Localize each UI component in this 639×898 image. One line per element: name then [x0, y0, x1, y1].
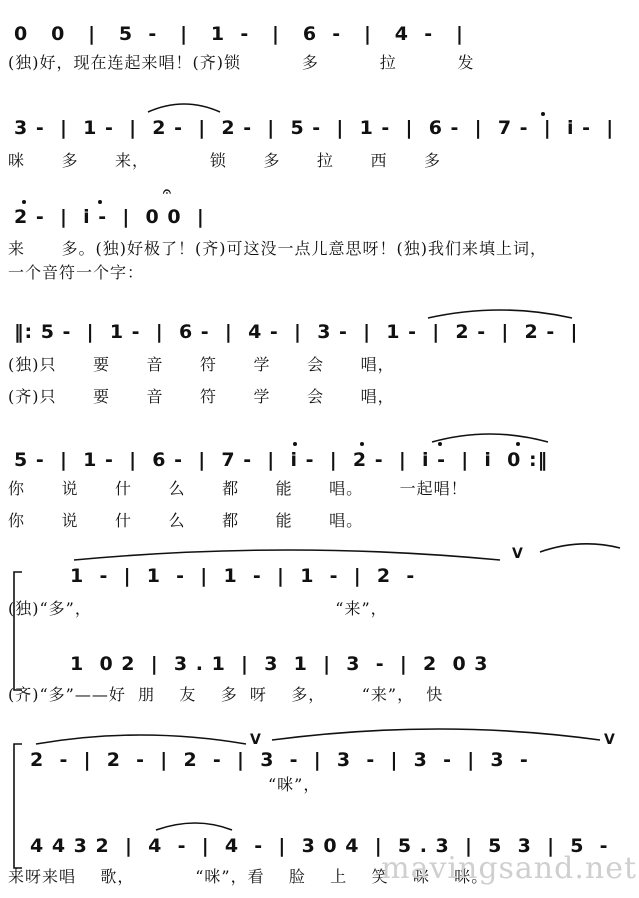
- notation-line-2: 3 - | 1 - | 2 - | 2 - | 5 - | 1 - | 6 - | 7 - | i - |: [14, 117, 615, 139]
- notation-line-1: 0 0 | 5 - | 1 - | 6 - | 4 - |: [14, 23, 464, 45]
- tie-line-6-upper: [74, 550, 500, 560]
- lyric-line-5b: 你 说 什 么 都 能 唱。: [8, 511, 364, 530]
- fermata-mark: 𝄐: [163, 184, 171, 200]
- lyric-line-4-all: (齐)只 要 音 符 学 会 唱，: [8, 387, 395, 406]
- lyric-line-4-solo: (独)只 要 音 符 学 会 唱，: [8, 355, 395, 374]
- lyric-line-6-lower: (齐)“多”——好 朋 友 多 呀 多， “来”， 快: [8, 685, 444, 704]
- lyric-line-2: 咪 多 来， 锁 多 拉 西 多: [8, 151, 441, 170]
- bracket-system-7: [14, 744, 22, 868]
- notation-line-7-lower: 4 4 3 2 | 4 - | 4 - | 3 0 4 | 5 . 3 | 5 3 | 5 -: [30, 835, 609, 857]
- lyric-line-3b: 一个音符一个字：: [8, 263, 145, 282]
- lyric-line-5a: 你 说 什 么 都 能 唱。 一起唱！: [8, 479, 468, 498]
- notation-line-6-upper: 1 - | 1 - | 1 - | 1 - | 2 -: [70, 565, 416, 587]
- lyric-line-3a: 来 多。(独)好极了！(齐)可这没一点儿意思呀！(独)我们来填上词，: [8, 239, 547, 258]
- notation-line-7-upper: 2 - | 2 - | 2 - | 3 - | 3 - | 3 - | 3 -: [30, 749, 529, 771]
- notation-line-4: ‖: 5 - | 1 - | 6 - | 4 - | 3 - | 1 - | 2 - | 2 - |: [14, 321, 579, 343]
- notation-line-6-lower: 1 0 2 | 3 . 1 | 3 1 | 3 - | 2 0 3: [70, 653, 489, 675]
- breath-mark-2: V: [250, 732, 261, 748]
- tie-line-7-upper-b: [272, 729, 600, 740]
- tie-line-7-lower: [156, 823, 232, 830]
- lyric-line-7-lower: 来呀来唱 歌， “咪”，看 脸 上 笑 咪 咪。: [8, 867, 489, 886]
- watermark: mavingsand.net: [381, 851, 637, 886]
- lyric-line-6-upper: (独)“多”， “来”，: [8, 599, 388, 618]
- slur-line-5: [432, 434, 548, 442]
- notation-line-3: 2 - | i - | 0 0 |: [14, 206, 205, 228]
- lyric-line-1: (独)好，现在连起来唱！(齐)锁 多 拉 发: [8, 53, 475, 72]
- tie-line-7-upper: [36, 735, 246, 744]
- slur-line-4: [428, 310, 572, 318]
- slur-line-2: [148, 104, 220, 112]
- breath-mark-1: V: [512, 546, 523, 562]
- lyric-line-7-upper: “咪”，: [268, 775, 321, 794]
- bracket-system-6: [14, 572, 22, 690]
- notation-line-5: 5 - | 1 - | 6 - | 7 - | i - | 2 - | i - | i 0 :‖: [14, 449, 549, 471]
- breath-mark-3: V: [604, 732, 615, 748]
- slur-line-6-end: [540, 544, 620, 552]
